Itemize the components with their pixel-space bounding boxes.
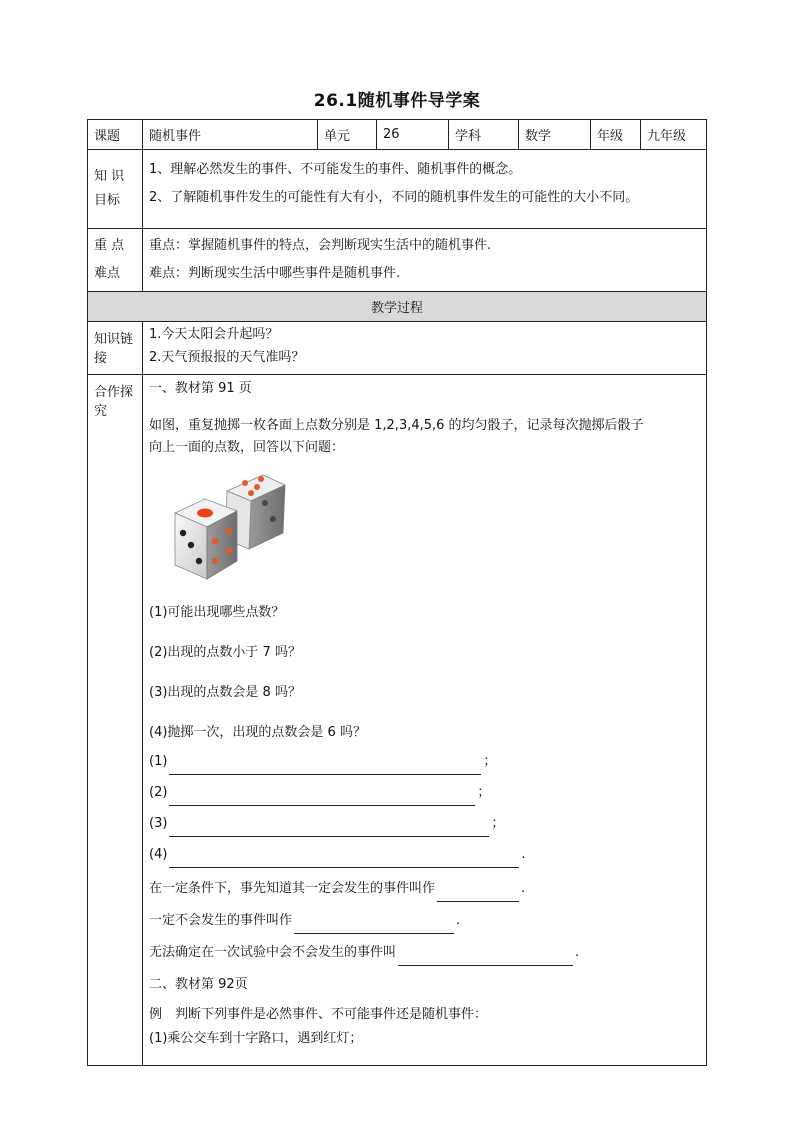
explore-row xyxy=(88,375,707,1066)
difficulty-point: 难点：判断现实生活中哪些事件是随机事件. xyxy=(149,266,401,281)
definition-impossible: 一定不会发生的事件叫作 . xyxy=(149,908,700,934)
course-value: 数学 xyxy=(519,120,591,150)
key-point: 重点：掌握随机事件的特点，会判断现实生活中的随机事件. xyxy=(149,238,492,253)
answer-blank[interactable] xyxy=(169,760,481,775)
answer-blank[interactable] xyxy=(169,791,475,806)
question-4: (4)抛掷一次，出现的点数会是 6 吗？ xyxy=(149,725,366,740)
question-1: (1)可能出现哪些点数？ xyxy=(149,605,285,620)
definition-blank[interactable] xyxy=(398,951,573,966)
definition-blank[interactable] xyxy=(294,919,454,934)
answer-line-2: (2) ； xyxy=(149,780,700,806)
question-3: (3)出现的点数会是 8 吗？ xyxy=(149,685,301,700)
intro-line: 如图，重复抛掷一枚各面上点数分别是 1,2,3,4,5,6 的均匀骰子，记录每次抛掷后骰子 xyxy=(149,418,644,433)
grade-label: 年级 xyxy=(591,120,641,150)
keypoints-row xyxy=(88,229,707,292)
answer-line-4: (4) . xyxy=(149,842,700,868)
explore-content xyxy=(143,375,707,1066)
course-label: 学科 xyxy=(449,120,519,150)
goals-content xyxy=(143,150,707,229)
header-row xyxy=(88,120,707,150)
links-label: 知识链接 xyxy=(88,322,143,375)
unit-value: 26 xyxy=(377,120,449,150)
intro-line: 向上一面的点数，回答以下问题： xyxy=(149,440,345,455)
page-title: 26.1随机事件导学案 xyxy=(313,91,481,111)
keypoints-label: 重 点 难点 xyxy=(88,229,143,292)
process-row xyxy=(88,292,707,322)
definition-blank[interactable] xyxy=(437,887,519,902)
lesson-plan-table xyxy=(87,119,707,1066)
definition-certain: 在一定条件下，事先知道其一定会发生的事件叫作 . xyxy=(149,876,700,902)
link-item: 1.今天太阳会升起吗？ xyxy=(149,327,279,342)
grade-value: 九年级 xyxy=(641,120,707,150)
subject-value: 随机事件 xyxy=(143,120,318,150)
link-item: 2.天气预报报的天气准吗？ xyxy=(149,350,305,365)
process-title: 教学过程 xyxy=(88,292,707,322)
goal-item: 2、了解随机事件发生的可能性有大有小，不同的随机事件发生的可能性的大小不同。 xyxy=(149,190,639,205)
dice-illustration xyxy=(165,469,305,589)
unit-label: 单元 xyxy=(318,120,377,150)
links-row xyxy=(88,322,707,375)
example-item-1: (1)乘公交车到十字路口，遇到红灯； xyxy=(149,1031,363,1046)
links-content xyxy=(143,322,707,375)
keypoints-content xyxy=(143,229,707,292)
definition-random: 无法确定在一次试验中会不会发生的事件叫 . xyxy=(149,940,700,966)
answer-line-3: (3) ； xyxy=(149,811,700,837)
question-2: (2)出现的点数小于 7 吗？ xyxy=(149,645,301,660)
section-two-heading: 二、教材第 92页 xyxy=(149,977,248,992)
answer-blank[interactable] xyxy=(169,853,519,868)
goal-item: 1、理解必然发生的事件、不可能发生的事件、随机事件的概念。 xyxy=(149,162,522,177)
goals-label: 知 识 目标 xyxy=(88,150,143,229)
explore-label: 合作探究 xyxy=(88,375,143,1066)
goals-row xyxy=(88,150,707,229)
example-heading: 例 判断下列事件是必然事件、不可能事件还是随机事件： xyxy=(149,1007,488,1022)
section-one-heading: 一、教材第 91 页 xyxy=(149,381,252,396)
answer-line-1: (1) ； xyxy=(149,749,700,775)
answer-blank[interactable] xyxy=(169,822,489,837)
subject-label: 课题 xyxy=(88,120,143,150)
